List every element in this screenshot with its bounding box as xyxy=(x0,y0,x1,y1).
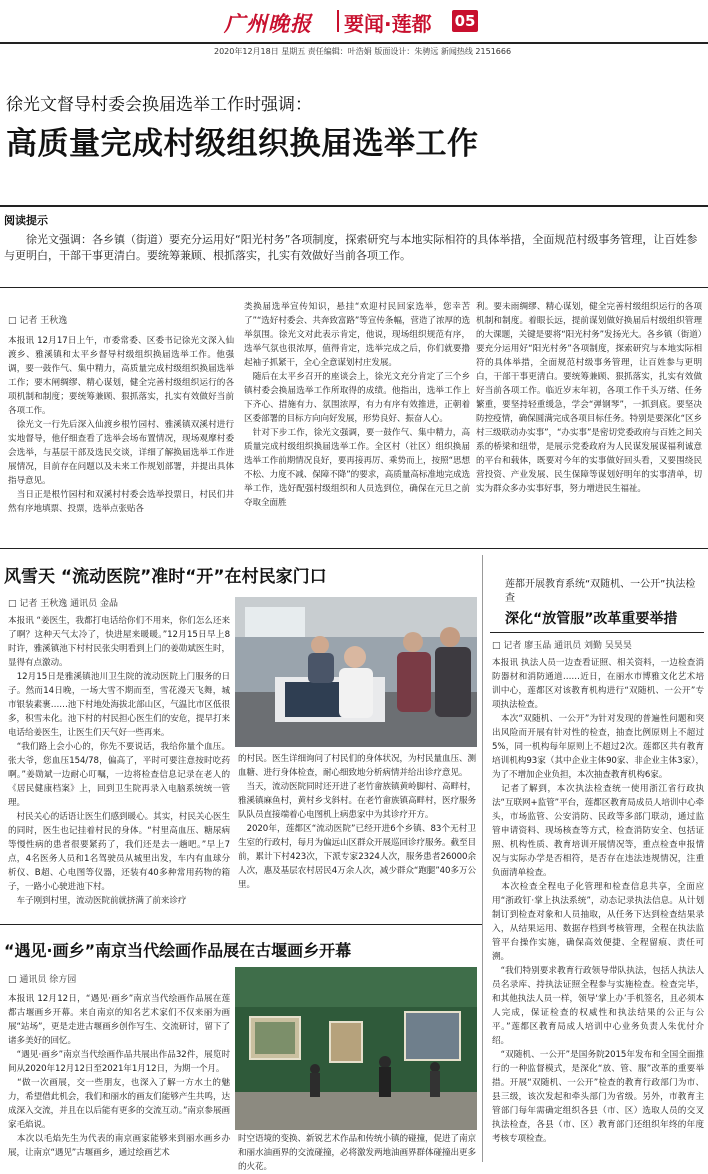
painting-byline-text: 通讯员 徐方园 xyxy=(19,975,77,985)
square-bullet-icon: □ xyxy=(492,641,501,651)
hospital-col-1: 本报讯 “姜医生，我都打电话给你们不用来，你们怎么还来了啊？这种天气太冷了，快进屋来暖暖。”12月15日早上8时许，雅溪镇池下村村民张尖明看到上门的姜勋斌医生时，显得有点激动。 12月15日是雅溪镇池川卫生院的流动医院上门服务的日子。然而14日晚，一场大雪不期而至，雪花漫天飞舞，城市银装素裹……池下村地处海拔北部山区，气温比市区低很多，积雪未化。池下村的村民担心医生们的安危，提早打来电话给姜医生，让医生们天气好一些再来。 “我们路上会小心的，你先不要说话，我给你量个血压。张大爷，您血压154/78，偏高了，平时可要注意按时吃药啊。”姜勋斌一边耐心叮嘱，一边将检查信息记录在老人的《居民健康档案》上，回到卫生院再录入电脑系统统一管理。 村民关心的话语让医生们感到暖心。其实，村民关心医生的同时，医生也记挂着村民的身体。“村里高血压、糖尿病等慢性病的患者很要紧药了，我们还是去一趟吧。”早上7点，4名医务人员和1名驾驶员从城里出发，车内有血球分析仪、B超、心电图等仪器，还装有40多种常用药物的箱子，一路小心驶进池下村。 车子刚到村里，流动医院前就挤满了前来诊疗 xyxy=(8,616,230,906)
education-pre-title: 莲都开展教育系统“双随机、一公开”执法检查 xyxy=(505,579,696,604)
lead-byline-text: 记者 王秋逸 xyxy=(19,316,68,326)
painting-byline xyxy=(8,972,76,985)
lead-col-3: 利。要未雨绸缪、精心谋划，健全完善村级组织运行的各项机制和制度。着眼长远，提前谋划做好换届后村级组织管理的大课题，关键是要将“阳光村务”发扬光大。各乡镇（街道）要充分运用好“阳光村务”各项制度，探索研究与本地实际相符的具体举措，全面规范村级事务管理，让百姓参与更明白，干部干事更清白。要统筹兼顾、狠抓落实，扎实有效做好当前各项工作。临近岁末年初，各项工作千头万绪、任务繁重，要坚持轻重缓急，学会“弹钢琴”，一抓到底。要坚决防控疫情，确保圆满完成各项目标任务。特别是要深化“区乡村三级联动办实事”，“办实事”是密切党委政府与百姓之间关系的桥梁和纽带，是展示党委政府为人民谋发展谋福利诚意的平台和载体，既要对今年的实事做好回头看，又要围绕民营投资、产业发展、民生保障等谋划好明年的实事清单，切实为群众多办实事好事，努力增进民生福祉。 xyxy=(476,302,702,494)
hospital-bottom-rule xyxy=(0,924,482,925)
lead-bottom-rule xyxy=(0,548,708,549)
hospital-byline xyxy=(8,596,118,609)
education-byline-text: 记者 廖玉晶 通讯员 刘勤 吴昊昊 xyxy=(503,641,632,651)
lead-summary-box xyxy=(0,205,708,287)
summary-label: 阅读提示 xyxy=(4,214,48,227)
lead-col-2: 类换届选举宣传知识，悬挂“欢迎村民回家选举，您幸苦了”“选好村委会、共奔致富路”等宣传条幅，营造了浓厚的选举氛围。徐光文对此表示肯定，他说，现场组织规范有序，选举气氛也很浓厚，值得肯定，选举完成之后，你们就要撸起袖子抓紧干，全心全意谋划村庄发展。 随后在太平乡召开的座谈会上，徐光文充分肯定了三个乡镇村委会换届选举工作所取得的成绩。他指出，选举工作上下齐心、措施有力、氛围浓厚，有力有序有效推进，正朝着区委部署的目标方向向好发展，形势良好、振奋人心。 针对下步工作，徐光文强调，要一鼓作气、集中精力，高质量完成村级组织换届选举工作。全区村（社区）组织换届选举工作前期情况良好，要再接再厉、乘势而上，按照“思想不松、力度不减、保障不降”的要求，高质量高标准地完成选举工作，选好配强村级组织和人员选到位，确保在元旦之前夺取全面胜 xyxy=(244,302,470,508)
painting-headline: “遇见·画乡”南京当代绘画作品展在古堰画乡开幕 xyxy=(4,941,352,960)
masthead-divider xyxy=(337,10,339,32)
exhibition-photo-art xyxy=(235,967,477,1130)
lead-col-1: 本报讯 12月17日上午，市委常委、区委书记徐光文深入仙渡乡、雅溪镇和太平乡督导村级组织换届选举工作。他强调，要一鼓作气、集中精力，高质量完成村级组织换届选举工作；要木闸绸缪、精心谋划，健全完善村级组织运行的各项机制和制度；要统筹兼顾、狠抓落实，扎实有效做好当前各项工作。 徐光文一行先后深入仙渡乡根竹园村、雅溪镇双溪村进行实地督导，他仔细查看了选举会场布置情况，现场观摩村委会选举，与基层干部及选民交谈，详细了解换届选举工作进展情况，目前存在问题以及未来工作规划部署，并提出具体指导意见。 当日正是根竹园村和双溪村村委会选举投票日，村民们井然有序地填票、投票，选举点张贴各 xyxy=(8,336,234,514)
lead-kicker: 徐光文督导村委会换届选举工作时强调： xyxy=(6,95,312,115)
lead-headline: 高质量完成村级组织换届选举工作 xyxy=(6,126,479,162)
summary-bottom-rule xyxy=(0,287,708,288)
square-bullet-icon: □ xyxy=(8,316,17,326)
masthead xyxy=(0,0,708,40)
page-number: 05 xyxy=(454,12,476,30)
section-title: 要闻·莲都 xyxy=(344,12,432,36)
page-number-badge xyxy=(452,10,478,32)
masthead-rule xyxy=(0,42,708,44)
lead-byline xyxy=(8,313,67,326)
painting-col-2: 时空语境的变换、新锐艺术作品和传统小镇的碰撞，促进了南京和丽水油画界的交流碰撞，必将激发两地油画界群体碰撞出更多的火花。 xyxy=(238,1134,476,1172)
painting-col-1: 本报讯 12月12日，“遇见·画乡”南京当代绘画作品展在莲都古堰画乡开幕。来自南京的知名艺术家们不仅来丽为画展“站场”，更是走进古堰画乡创作写生、交流研讨，留下了诸多美好的回忆。 “遇见·画乡”南京当代绘画作品共展出作品32件，展览时间从2020年12月12日至2021年1月12日，为期一个月。 “做一次画展，交一些朋友，也深入了解一方水土的魅力，希望借此机会，我们和丽水的画友们能够产生共鸣，达成深入交流，并且在以后能有更多的交流互动。”南京参展画家毛焰说。 本次以毛焰先生为代表的南京画家能够来到丽水画乡办展，让南京“遇见”古堰画乡，通过绘画艺术 xyxy=(8,994,230,1158)
education-body: 本报讯 执法人员一边查看证照、相关资料，一边检查消防器材和消防通道……近日，在丽水市博雅文化艺术培训中心，莲都区对该教育机构进行“双随机、一公开”专项执法检查。 本次“双随机、一公开”为针对发现的普遍性问题和突出风险而开展有针对性的检查，抽查比例原则上不超过5%，同一机构每年原则上不超过2次。莲都区共有教育培训机构93家（其中企业主体90家、非企业主体3家），为了不增加企业负担，本次抽查教育机构6家。 记者了解到，本次执法检查统一使用浙江省行政执法“互联网+监管”平台，莲都区教育局成员人培训中心牵头，市场监管、公安消防、民政等多部门联动，通过监管申请资料、现场核查等方式，检查消防安全、包括证照、机构性质、教育培训开展情况等，重点检查申报情况与实际办学是否相符，是否存在违法违规情况，注重负面清单检查。 本次检查全程电子化管理和检查信息共享，全面应用“浙政钉·掌上执法系统”，动态记录执法信息。从计划制订到检查对象和人员抽取，从任务下达到检查结果录入，从结果运用、数据存档到考核管理，全程在执法监管平台操作实施，确保高效便捷、全程留痕、责任可溯。 “我们特别要求教育行政领导带队执法，包括人执法人员名录库、持执法证照全程参与实施检查。检查完毕，和其他执法人员一样，领导‘掌上办’手机签名，且必须本人完成，保证检查的权威性和执法结果的公正与公平。”莲都区教育局成人培训中心业务负责人朱优付介绍。 “双随机、一公开”是国务院2015年发布和全国全面推行的一种监督模式，是深化“放、管、服”改革的重要举措。开展“双随机、一公开”检查的教育行政部门为市、县三级，该次发起和牵头部门为省级。另外，市教育主管部门每年需确定组织各县（市、区）选取人员的交叉执法检查，各县（市、区）教育部门还组织年终的年度考核专项检查。 xyxy=(492,658,704,1144)
hospital-byline-text: 记者 王秋逸 通讯员 金晶 xyxy=(19,599,118,609)
education-headline-rule xyxy=(490,632,704,633)
education-column-rule xyxy=(482,555,483,1162)
summary-text: 徐光文强调：各乡镇（街道）要充分运用好“阳光村务”各项制度，探索研究与本地实际相符的具体举措，全面规范村级事务管理，让百姓参与更明白，干部干事更清白。要统筹兼顾、根抓落实，扎实有效做好当前各项工作。 xyxy=(4,233,698,262)
mobile-hospital-photo-art xyxy=(235,597,477,747)
mobile-hospital-photo xyxy=(235,597,477,747)
square-bullet-icon: □ xyxy=(8,599,17,609)
hospital-col-2: 的村民。医生详细询问了村民们的身体状况，为村民量血压、测血糖、进行身体检查，耐心细致地分析病情并给出诊疗意见。 当天，流动医院同时还开进了老竹畲族镇黄岭脚村、高畔村，雅溪镇麻鱼村，黄村乡戈斜村。在老竹畲族镇高畔村，医疗服务队队员直接端着心电图机上病患家中为其诊疗开方。 2020年，莲都区“流动医院”已经开进6个乡镇、83个无村卫生室的行政村，每月为偏远山区群众开展巡回诊疗服务。截至目前，累计下村423次，下派专家2324人次，服务患者26000余人次，惠及基层农村居民4万余人次，减少群众“跑腿”40多万公里。 xyxy=(238,754,476,890)
exhibition-photo xyxy=(235,967,477,1130)
education-headline: 深化“放管服”改革重要举措 xyxy=(505,611,678,627)
newspaper-logo: 广州晚报 xyxy=(224,11,312,36)
hospital-headline: 风雪天 “流动医院”准时“开”在村民家门口 xyxy=(4,567,327,587)
education-byline xyxy=(492,638,632,651)
dateline: 2020年12月18日 星期五 责任编辑：叶浩娟 版面设计：朱骋远 新闻热线 2151666 xyxy=(214,47,512,56)
square-bullet-icon: □ xyxy=(8,975,17,985)
